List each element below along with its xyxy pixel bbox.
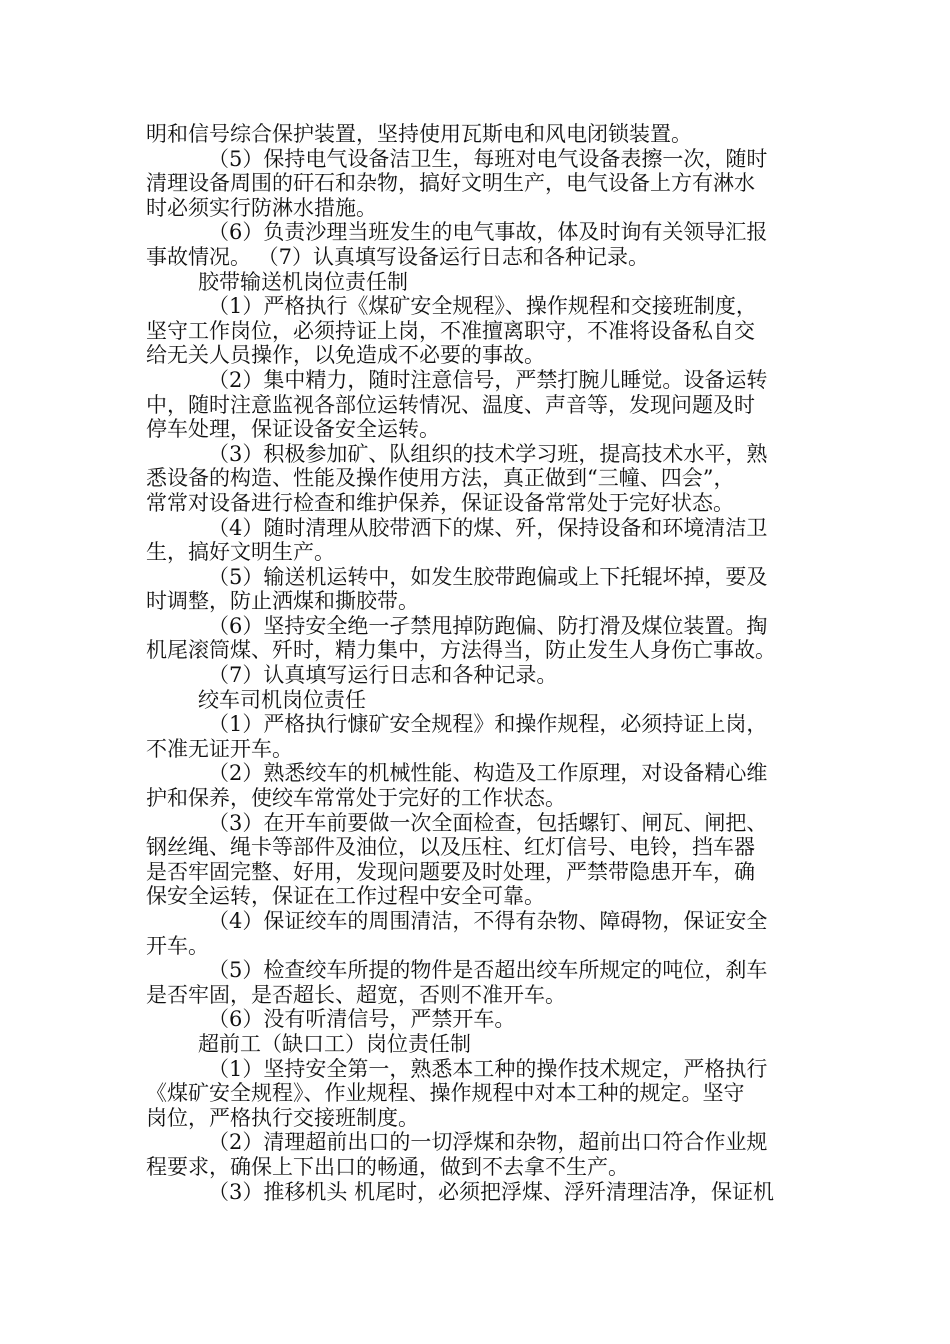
text-line: （3）推移机头 机尾时，必须把浮煤、浮歼清理洁净，保证机 bbox=[208, 1179, 775, 1204]
text-line: （1）严格执行《煤矿安全规程》、操作规程和交接班制度， bbox=[208, 294, 757, 319]
text-line: （4）随时清理从胶带洒下的煤、歼，保持设备和环境清洁卫 bbox=[208, 515, 768, 540]
text-line: 开车。 bbox=[146, 933, 209, 958]
text-line: 中，随时注意监视各部位运转情况、温度、声音等，发现问题及时 bbox=[146, 392, 755, 417]
text-line: 事故情况。 （7）认真填写设备运行日志和各种记录。 bbox=[146, 244, 650, 269]
text-line: （3）积极参加矿、队组织的技术学习班，提高技术水平，熟 bbox=[208, 441, 768, 466]
text-line: 程要求，确保上下出口的畅通，做到不去拿不生产。 bbox=[146, 1154, 629, 1179]
text-line: 常常对设备进行检查和维护保养，保证设备常常处于完好状态。 bbox=[146, 490, 734, 515]
section-heading: 超前工（缺口工）岗位责任制 bbox=[198, 1031, 471, 1056]
text-line: 保安全运转，保证在工作过程中安全可靠。 bbox=[146, 884, 545, 909]
text-line: 悉设备的构造、性能及操作使用方法，真正做到“三幢、四会”， bbox=[146, 466, 735, 491]
text-line: （5）保持电气设备洁卫生，每班对电气设备表擦一次，随时 bbox=[208, 146, 768, 171]
text-line: 《煤矿安全规程》、作业规程、操作规程中对本工种的规定。坚守 bbox=[146, 1081, 745, 1106]
text-line: （5）输送机运转中，如发生胶带跑偏或上下托辊坏掉，要及 bbox=[208, 564, 768, 589]
text-line: 给无关人员操作，以免造成不必要的事故。 bbox=[146, 343, 545, 368]
text-line: 坚守工作岗位，必须持证上岗，不准擅离职守，不准将设备私自交 bbox=[146, 318, 755, 343]
text-line: 清理设备周围的矸石和杂物，搞好文明生产，电气设备上方有淋水 bbox=[146, 171, 755, 196]
document-body bbox=[146, 122, 806, 1204]
text-line: 机尾滚筒煤、歼时，精力集中，方法得当，防止发生人身伤亡事故。 bbox=[146, 638, 776, 663]
text-line: 时调整，防止洒煤和撕胶带。 bbox=[146, 589, 419, 614]
text-line: （2）熟悉绞车的机械性能、构造及工作原理，对设备精心维 bbox=[208, 761, 768, 786]
text-line: （1）坚持安全第一，熟悉本工种的操作技术规定，严格执行 bbox=[208, 1056, 768, 1081]
text-line: 钢丝绳、绳卡等部件及油位，以及压柱、红灯信号、电铃，挡车器 bbox=[146, 835, 755, 860]
text-line: （6）没有听清信号，严禁开车。 bbox=[208, 1007, 516, 1032]
text-line: （4）保证绞车的周围清洁，不得有杂物、障碍物，保证安全 bbox=[208, 909, 768, 933]
text-line: 是否牢固完整、好用，发现问题要及时处理，严禁带隐患开车，确 bbox=[146, 859, 755, 884]
section-heading: 绞车司机岗位责任 bbox=[198, 687, 366, 712]
text-line: 不准无证开车。 bbox=[146, 736, 293, 761]
text-line: 时必须实行防淋水措施。 bbox=[146, 195, 377, 220]
text-line: 护和保养，使绞车常常处于完好的工作状态。 bbox=[146, 786, 566, 811]
text-line: 生，搞好文明生产。 bbox=[146, 540, 335, 565]
text-line: 是否牢固，是否超长、超宽，否则不准开车。 bbox=[146, 982, 566, 1007]
text-line: （2）清理超前出口的一切浮煤和杂物，超前出口符合作业规 bbox=[208, 1130, 768, 1155]
text-line: 明和信号综合保护装置，坚持使用瓦斯电和风电闭锁装置。 bbox=[146, 122, 692, 146]
text-line: （5）检查绞车所提的物件是否超出绞车所规定的吨位，刹车 bbox=[208, 958, 768, 983]
section-heading: 胶带输送机岗位责任制 bbox=[198, 269, 408, 294]
text-line: （6）坚持安全绝一孑禁甩掉防跑偏、防打滑及煤位装置。掏 bbox=[208, 613, 768, 638]
text-line: （3）在开车前要做一次全面检查，包括螺钉、闸瓦、闸把、 bbox=[208, 810, 768, 835]
text-line: （1）严格执行慷矿安全规程》和操作规程，必须持证上岗， bbox=[208, 712, 768, 737]
text-line: 停车处理，保证设备安全运转。 bbox=[146, 417, 440, 442]
text-line: （6）负责沙理当班发生的电气事故，体及时询有关领导汇报 bbox=[208, 220, 768, 245]
text-line: （2）集中精力，随时注意信号，严禁打腕儿睡觉。设备运转 bbox=[208, 367, 768, 392]
text-line: （7）认真填写运行日志和各种记录。 bbox=[208, 663, 558, 688]
text-line: 岗位，严格执行交接班制度。 bbox=[146, 1105, 419, 1130]
